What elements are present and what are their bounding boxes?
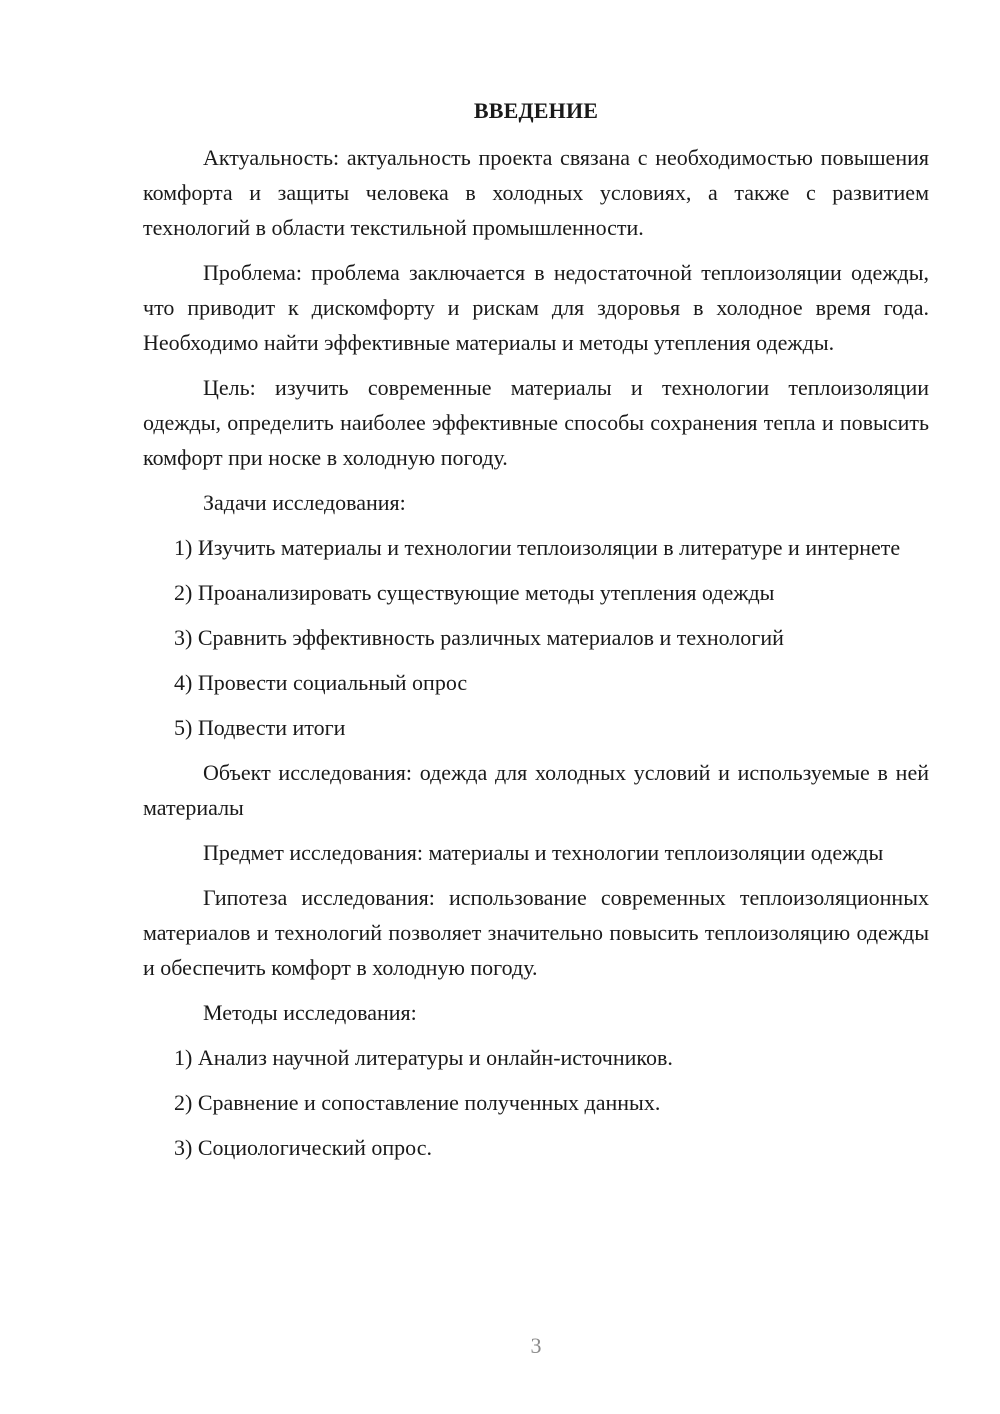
method-item: 1) Анализ научной литературы и онлайн-источников. bbox=[174, 1045, 673, 1070]
task-item: 1) Изучить материалы и технологии теплоизоляции в литературе и интернете bbox=[174, 535, 901, 560]
goal-paragraph: Цель: изучить современные материалы и технологии теплоизоляции одежды, определить наиболее эффективные способы сохранения тепла и повысить комфорт при носке в холодную погоду. bbox=[143, 375, 929, 470]
page-title: ВВЕДЕНИЕ bbox=[473, 98, 599, 123]
subject-paragraph: Предмет исследования: материалы и технологии теплоизоляции одежды bbox=[203, 840, 884, 865]
object-paragraph: Объект исследования: одежда для холодных условий и используемые в ней материалы bbox=[143, 760, 929, 820]
tasks-heading: Задачи исследования: bbox=[203, 490, 406, 515]
method-item: 2) Сравнение и сопоставление полученных данных. bbox=[174, 1090, 661, 1115]
hypothesis-paragraph: Гипотеза исследования: использование современных теплоизоляционных материалов и технологий позволяет значительно повысить теплоизоляцию одежды и обеспечить комфорт в холодную погоду. bbox=[143, 885, 929, 980]
method-item: 3) Социологический опрос. bbox=[174, 1135, 432, 1160]
task-item: 2) Проанализировать существующие методы утепления одежды bbox=[174, 580, 775, 605]
task-item: 4) Провести социальный опрос bbox=[174, 670, 468, 695]
task-item: 5) Подвести итоги bbox=[174, 715, 346, 740]
problem-paragraph: Проблема: проблема заключается в недостаточной теплоизоляции одежды, что приводит к дискомфорту и рискам для здоровья в холодное время года. Необходимо найти эффективные материалы и методы утепления одежды. bbox=[143, 260, 929, 355]
page-number: 3 bbox=[530, 1333, 542, 1358]
task-item: 3) Сравнить эффективность различных материалов и технологий bbox=[174, 625, 784, 650]
methods-heading: Методы исследования: bbox=[203, 1000, 417, 1025]
relevance-paragraph: Актуальность: актуальность проекта связана с необходимостью повышения комфорта и защиты человека в холодных условиях, а также с развитием технологий в области текстильной промышленности. bbox=[143, 145, 929, 240]
page-content bbox=[143, 93, 929, 1175]
